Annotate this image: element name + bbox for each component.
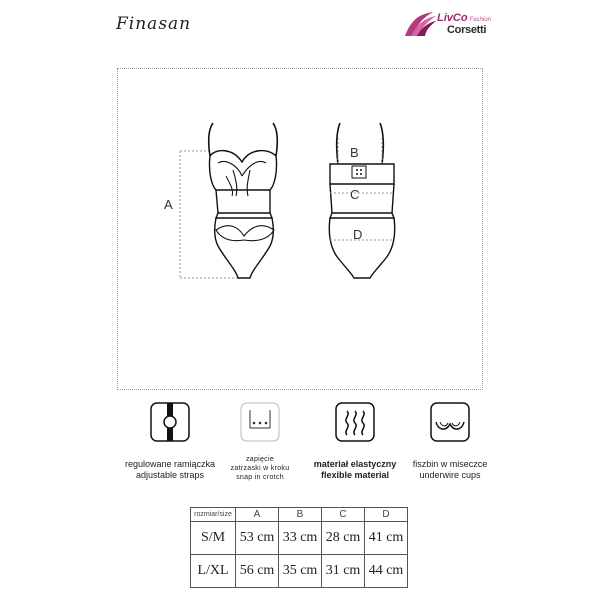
table-cell: S/M (191, 522, 236, 555)
feature-line2: adjustable straps (135, 470, 205, 480)
label-a: A (164, 197, 173, 212)
feature-line2: zatrzaski w kroku (230, 465, 290, 472)
table-header-cell: rozmiar/size (191, 508, 236, 522)
table-cell: 56 cm (236, 555, 279, 588)
snap-crotch-icon (238, 400, 282, 444)
feature-line1: materiał elastyczny (313, 459, 397, 469)
feature-line1: zapięcie (245, 456, 275, 463)
garment-back-drawing (322, 118, 412, 283)
table-row (191, 555, 408, 588)
table-cell: 53 cm (236, 522, 279, 555)
underwire-cups-icon (428, 400, 472, 444)
brand-line1: LivCo Fashion (437, 12, 491, 24)
table-header-cell: D (365, 508, 408, 522)
feature-line2: underwire cups (419, 470, 481, 480)
feature-flexible-material (300, 400, 410, 481)
diagram-frame (117, 68, 483, 390)
label-b: B (350, 145, 359, 160)
table-cell: 44 cm (365, 555, 408, 588)
flexible-material-icon (333, 400, 377, 444)
brand-line2: Corsetti (447, 24, 487, 36)
table-cell: 31 cm (322, 555, 365, 588)
table-header-row (191, 508, 408, 522)
label-d: D (353, 227, 363, 242)
table-header-cell: A (236, 508, 279, 522)
feature-snap-crotch (215, 400, 305, 482)
table-header-cell: B (279, 508, 322, 522)
brand-logo (403, 6, 503, 40)
feature-underwire-cups (395, 400, 505, 481)
table-cell: 41 cm (365, 522, 408, 555)
table-row (191, 522, 408, 555)
table-cell: 35 cm (279, 555, 322, 588)
garment-front-drawing (178, 118, 288, 283)
label-c: C (350, 187, 360, 202)
adjustable-straps-icon (148, 400, 192, 444)
table-cell: 33 cm (279, 522, 322, 555)
feature-line1: fiszbin w miseczce (412, 459, 488, 469)
table-cell: L/XL (191, 555, 236, 588)
product-name: Finasan (116, 14, 192, 34)
feature-adjustable-straps (110, 400, 230, 481)
table-header-cell: C (322, 508, 365, 522)
feature-line3: snap in crotch (236, 474, 284, 481)
size-table (190, 507, 408, 588)
table-cell: 28 cm (322, 522, 365, 555)
feature-line1: regulowane ramiączka (124, 459, 216, 469)
feature-line2: flexible material (320, 470, 390, 480)
brand-mark-icon (403, 10, 437, 38)
